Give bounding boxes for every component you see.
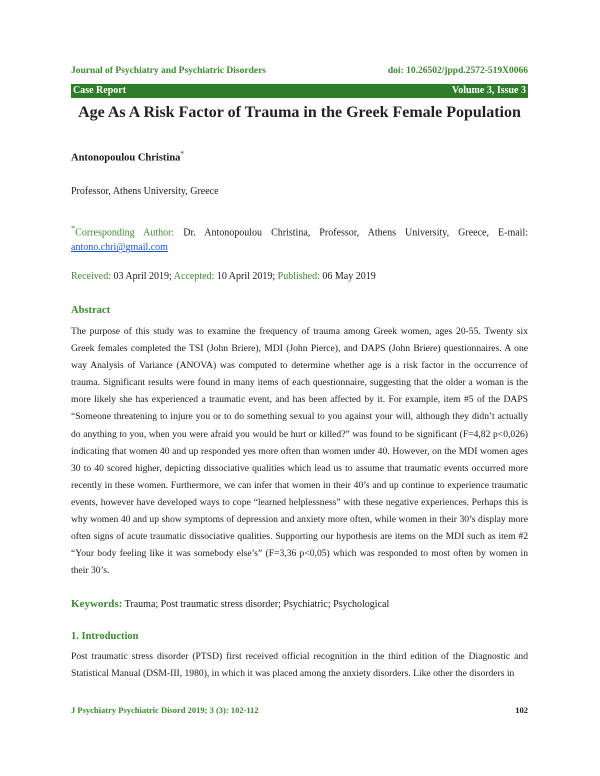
introduction-heading: 1. Introduction xyxy=(71,631,139,642)
keywords-label: Keywords: xyxy=(71,598,123,610)
author-text: Antonopoulou Christina xyxy=(71,152,181,164)
journal-header xyxy=(71,66,528,80)
author-name xyxy=(71,150,184,164)
keywords-text: Trauma; Post traumatic stress disorder; Psychiatric; Psychological xyxy=(122,599,390,610)
email-link[interactable]: antono.chri@gmail.com xyxy=(71,242,168,254)
author-affiliation: Professor, Athens University, Greece xyxy=(71,186,219,197)
footer-citation: J Psychiatry Psychiatric Disord 2019; 3 (3): 102-112 xyxy=(71,705,259,715)
corresponding-label: Corresponding Author: xyxy=(75,227,175,239)
received-date: 03 April 2019; xyxy=(110,271,174,282)
article-type: Case Report xyxy=(73,85,127,96)
article-type-bar xyxy=(71,84,528,98)
journal-name: Journal of Psychiatry and Psychiatric Disorders xyxy=(71,66,267,76)
volume-issue: Volume 3, Issue 3 xyxy=(451,85,526,96)
corresponding-mark: * xyxy=(71,224,76,233)
accepted-label: Accepted: xyxy=(173,271,215,282)
page-footer xyxy=(71,705,528,717)
author-mark: * xyxy=(180,150,184,158)
accepted-date: 10 April 2019; xyxy=(214,271,278,282)
published-date: 06 May 2019 xyxy=(319,271,376,282)
corresponding-author xyxy=(71,221,528,255)
corresponding-text: Dr. Antonopoulou Christina, Professor, Athens University, Greece, E-mail: xyxy=(174,227,528,239)
keywords xyxy=(71,598,389,610)
received-label: Received: xyxy=(71,271,111,282)
published-label: Published: xyxy=(277,271,320,282)
abstract-text: The purpose of this study was to examine the frequency of trauma among Greek women, ages 20-55. Twenty six Greek females completed the TSI (John Briere), MDI (John Pierce), and DAPS (John Briere) questionnaires. A one way Analysis of Variance (ANOVA) was computed to determine whether age is a risk factor in the occurrence of trauma. Significant results were found in many items of each questionnaire, suggesting that the older a woman is the more likely she has experienced a traumatic event, and has been affected by it. For example, item #5 of the DAPS “Someone threatening to injure you or to do something sexual to you against your will, although they didn’t actually do anything to you, when you were afraid you would be hurt or killed?” was found to be significant (F=4,82 p<0,026) indicating that women 40 and up responded yes more often than women under 40. However, on the MDI women ages 30 to 40 scored higher, depicting dissociative qualities which lead us to assume that traumatic events occurred more recently in these women. Furthermore, we can infer that women in their 40’s and up continue to experience traumatic events, however have developed ways to cope “learned helplessness” with these negative experiences. Perhaps this is why women 40 and up show symptoms of depression and anxiety more often, while women in their 30’s display more often signs of acute traumatic dissociative qualities. Supporting our hypothesis are items on the MDI such as item #2 “Your body feeling like it was somebody else’s” (F=3,36 p<0,05) which was responded to most often by women in their 30’s. xyxy=(71,326,528,577)
publication-dates xyxy=(71,271,376,282)
doi-label: doi: 10.26502/jppd.2572-519X0066 xyxy=(387,66,528,76)
introduction-text: Post traumatic stress disorder (PTSD) first received official recognition in the third edition of the Diagnostic and Statistical Manual (DSM-III, 1980), in which it was placed among the anxiety disorders. Like other the disorders in xyxy=(71,651,528,680)
abstract-heading: Abstract xyxy=(71,305,111,316)
article-title: Age As A Risk Factor of Trauma in the Greek Female Population xyxy=(78,104,521,121)
page-number: 102 xyxy=(515,705,528,715)
